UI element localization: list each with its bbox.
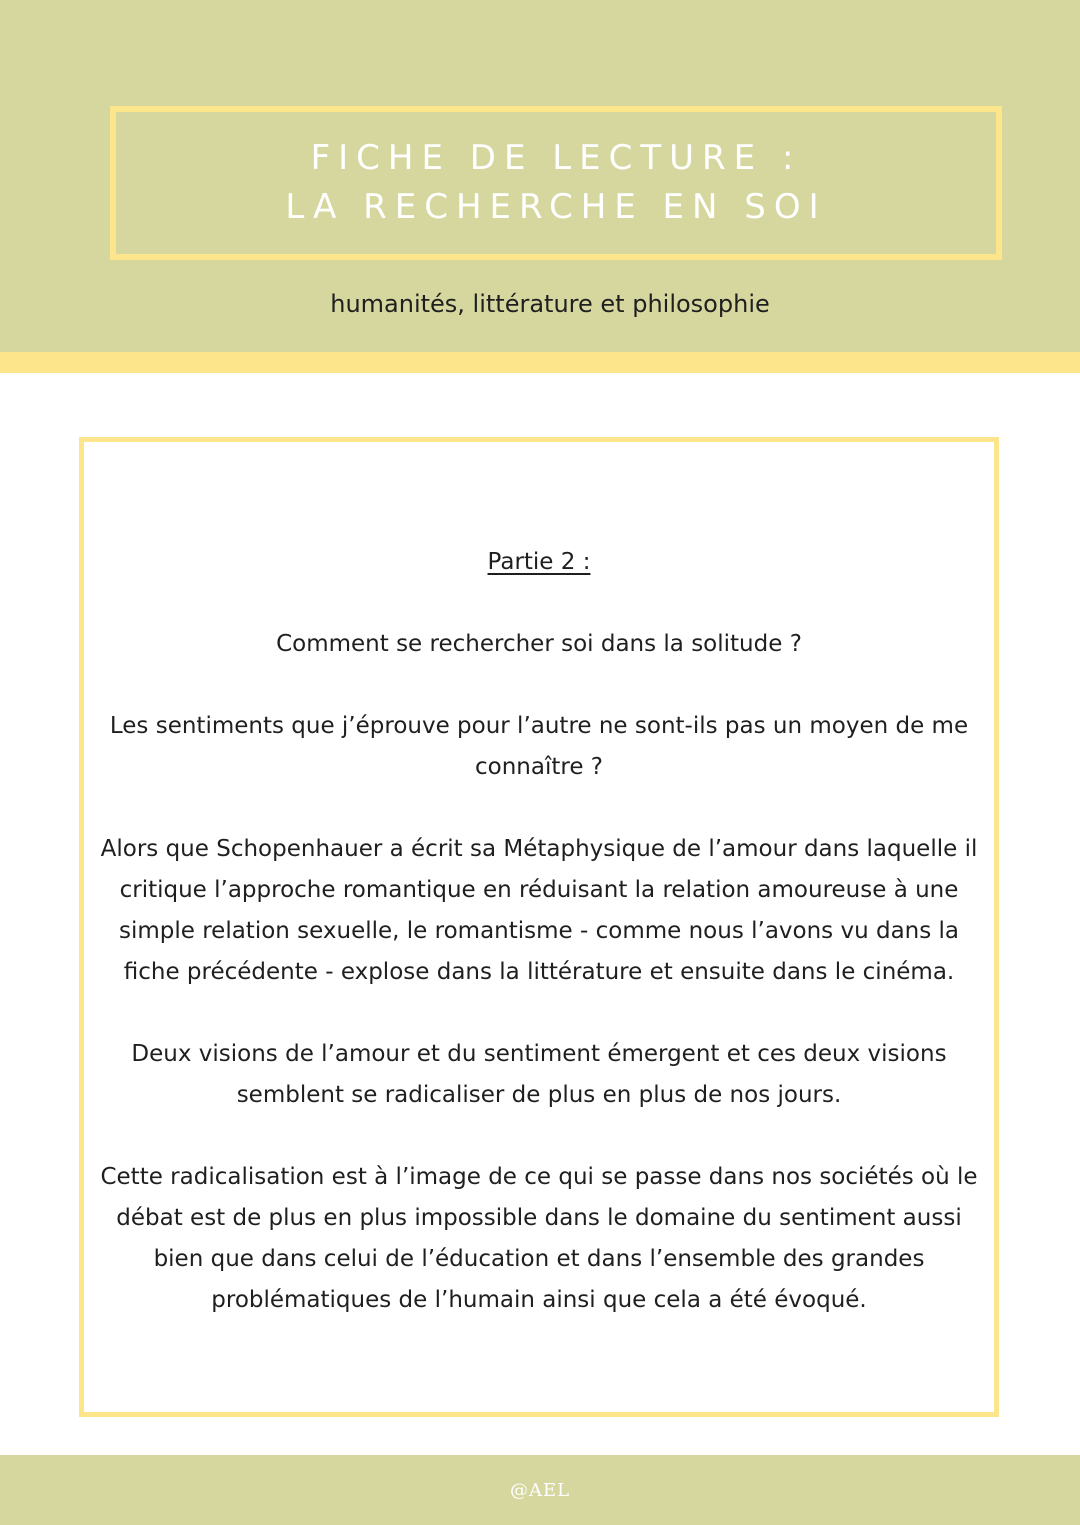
question-sentiments: Les sentiments que j’éprouve pour l’autre ne sont-ils pas un moyen de me connaître ? xyxy=(109,713,969,780)
paragraph-deux-visions: Deux visions de l’amour et du sentiment émergent et ces deux visions semblent se radicaliser de plus en plus de nos jours. xyxy=(131,1041,947,1108)
page-title-line-2: LA RECHERCHE EN SOI xyxy=(285,187,827,227)
header-accent-stripe xyxy=(0,352,1080,373)
paragraph-radicalisation: Cette radicalisation est à l’image de ce qui se passe dans nos sociétés où le débat est de plus en plus impossible dans le domaine du sentiment aussi bien que dans celui de l’éducation et dans l’ensemble des grandes problématiques de l’humain ainsi que cela a été évoqué. xyxy=(100,1164,978,1313)
page-subtitle: humanités, littérature et philosophie xyxy=(330,290,770,318)
part-title: Partie 2 : xyxy=(487,549,591,575)
question-solitude: Comment se rechercher soi dans la solitude ? xyxy=(276,631,802,657)
title-frame xyxy=(110,106,1002,260)
content-frame xyxy=(79,437,999,1417)
content-body xyxy=(94,542,984,1362)
footer-band xyxy=(0,1455,1080,1525)
page-title-line-1: FICHE DE LECTURE : xyxy=(310,138,802,178)
paragraph-schopenhauer: Alors que Schopenhauer a écrit sa Métaphysique de l’amour dans laquelle il critique l’approche romantique en réduisant la relation amoureuse à une simple relation sexuelle, le romantisme - comme nous l’avons vu dans la fiche précédente - explose dans la littérature et ensuite dans le cinéma. xyxy=(100,836,978,985)
footer-credit: @AEL xyxy=(509,1479,571,1501)
